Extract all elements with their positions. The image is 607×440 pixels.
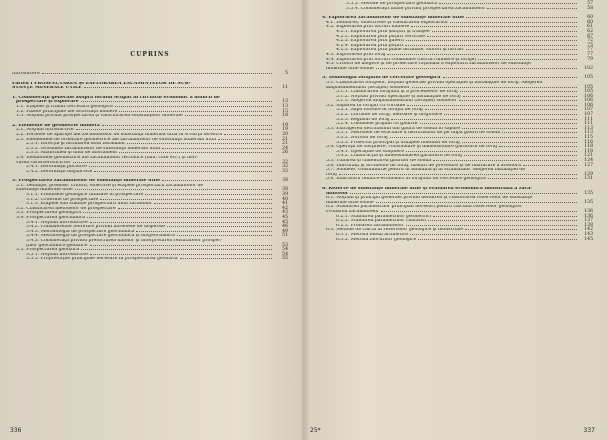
leader-dots <box>42 73 272 74</box>
leader-dots <box>81 101 272 102</box>
leader-dots <box>487 8 577 9</box>
leader-dots <box>391 119 577 120</box>
toc-entry-title: 5.7. Sondele, consumurile pentru în România şi în străinătate. Alegerea instalaţiei de <box>326 168 526 173</box>
toc-entry-title: 5.3.2. Noroiul de foraj <box>336 136 388 141</box>
toc-entry-page: 15 <box>282 108 288 114</box>
left-page <box>0 0 302 440</box>
toc-entry-title: 3.5. Prospectarea geofizică <box>16 248 80 253</box>
toc-entry-page: 58 <box>587 5 593 11</box>
toc-entry-title: 5.2.1. Sapa folosite în forajul de foraj <box>336 108 423 113</box>
toc-entry-page: 77 <box>587 47 593 53</box>
toc-entry-page: 138 <box>584 222 593 228</box>
toc-entry-title: 2.3. Elementele de orientare geometrice ale zăcămintelor de substanţă minerală utilă <box>16 137 216 142</box>
toc-entry-title: 3.5.1. Noţiuni introductive <box>26 252 88 257</box>
leader-dots <box>118 208 272 209</box>
leader-dots <box>410 234 577 235</box>
leader-dots <box>75 189 272 190</box>
toc-entry-title: substanţe minerale utile <box>16 188 73 193</box>
toc-entry-page: 106 <box>584 98 593 104</box>
toc-entry-page: 105 <box>584 84 593 90</box>
leader-dots <box>466 49 577 50</box>
toc-entry-page: 60 <box>587 15 593 21</box>
leader-dots <box>406 225 577 226</box>
toc-entry-page: 111 <box>584 121 593 127</box>
leader-dots <box>224 134 272 135</box>
toc-entry-page: 26 <box>282 150 288 156</box>
toc-entry-page: 67 <box>587 33 593 39</box>
leader-dots <box>387 54 577 55</box>
toc-entry-title: 3. Prospectarea zăcămintelor de substanţe minerale utile <box>12 179 160 184</box>
leader-dots <box>180 258 272 259</box>
toc-entry-title: 5.1.3. Alegerea amplasamentului (locaţiei) sondelor <box>336 99 457 104</box>
leader-dots <box>439 3 577 4</box>
leader-dots <box>90 254 272 255</box>
toc-entry-title: 3.4.1. Noţiuni introductive <box>26 220 88 225</box>
toc-entry-title: Probarea zăcămintelor <box>326 209 380 214</box>
leader-dots <box>119 111 272 112</box>
leader-dots <box>218 139 272 140</box>
leader-dots <box>167 226 272 227</box>
toc-entry-title: 3.3. Prospectarea geologică <box>16 211 81 216</box>
toc-entry-page: 118 <box>584 148 593 154</box>
toc-entry-title: 4.2.3. Explorarea prin galerii <box>336 39 404 44</box>
toc-entry-page: 135 <box>584 199 593 205</box>
toc-entry-title: STANŢE MINERALE UTILE <box>12 86 82 91</box>
leader-dots <box>523 165 577 166</box>
leader-dots <box>405 45 577 46</box>
toc-entry-title: foraj <box>326 172 337 177</box>
leader-dots <box>90 222 272 223</box>
toc-entry-title: 3.2. Clasificarea metodelor de prospectare <box>16 206 116 211</box>
toc-entry-page: 127 <box>584 162 593 168</box>
toc-entry-page: 111 <box>584 116 593 122</box>
leader-dots <box>427 36 577 37</box>
leader-dots <box>464 155 577 156</box>
toc-entry-title: 3.4. Prospectarea geochimică <box>16 216 86 221</box>
leader-dots <box>406 40 577 41</box>
toc-entry-title: 6.2.3. Probarea zăcămintelor <box>336 223 404 228</box>
leader-dots <box>162 180 272 181</box>
leader-dots <box>425 109 577 110</box>
toc-entry-page: 116 <box>584 139 593 145</box>
toc-entry <box>12 170 288 175</box>
toc-list-right <box>322 2 593 242</box>
leader-dots <box>350 193 577 194</box>
leader-dots <box>465 229 577 230</box>
toc-entry-page: 72 <box>587 38 593 44</box>
toc-entry-page: 49 <box>282 228 288 234</box>
toc-entry-title: 5.4.2. Construcţia şi dimensionarea garniturii de foraj <box>336 154 463 159</box>
toc-entry-page: 136 <box>584 213 593 219</box>
toc-entry-page: 136 <box>584 208 593 214</box>
toc-entry-page: 38 <box>282 178 288 184</box>
toc-entry-title: 1.3. Noţiuni privind prospectarea şi valorificarea substanţelor minerale <box>16 114 183 119</box>
toc-entry-title: 3.4.4. Metodologia de prospectare geochimică şi biogeochimică <box>26 234 175 239</box>
toc-entry-page: 61 <box>587 24 593 30</box>
leader-dots <box>90 245 273 246</box>
toc-entry-title: 5.4. Operaţii de susţinere, consolidare şi dimensionare garniturii de foraj <box>326 145 497 150</box>
leader-dots <box>119 152 272 153</box>
toc-entry-title: amplasamentului (locaţiei) sondelor <box>326 85 410 90</box>
toc-entry-title: 3.1.1. Premisele geologice utilizate în prospectare <box>26 193 144 198</box>
toc-entry-title: 1.2. Fazele principale ale activităţii miniere <box>16 109 118 114</box>
toc-entry-page: 57 <box>587 1 593 6</box>
leader-dots <box>81 249 272 250</box>
toc-entry-page: 54 <box>282 247 288 253</box>
leader-dots <box>499 146 577 147</box>
toc-entry-page: 45 <box>282 215 288 221</box>
toc-entry-page: 107 <box>584 107 593 113</box>
toc-entry-title: 4.1. Definirea, obiectivele şi clasificarea explorărilor <box>326 20 449 25</box>
toc-entry-page: 41 <box>282 201 288 207</box>
toc-entry-title: minerale utile solide <box>326 200 374 205</box>
toc-entry <box>12 257 288 262</box>
toc-entry-title: 4.2.5. Explorarea prin plane înclinate, suitori şi lucrări <box>336 48 464 53</box>
toc-entry-page: 18 <box>282 113 288 119</box>
leader-dots <box>502 132 577 133</box>
toc-entry-page: 32 <box>282 164 288 170</box>
toc-entry-page: 33 <box>282 168 288 174</box>
toc-entry <box>322 67 593 72</box>
page-number-right: 337 <box>583 427 595 434</box>
leader-dots <box>376 202 577 203</box>
leader-dots <box>84 87 272 88</box>
toc-entry-page: 113 <box>584 125 593 131</box>
toc-entry-title: varea caracteristicii lor <box>16 160 71 165</box>
toc-entry-title: 6.3. Metode de calcul al rezervelor geologice şi industriale <box>326 228 464 233</box>
toc-entry-title: 5.1. Clasificarea forajelor, noţiuni generale privind operaţiile şi instalaţiile de foraj. Alegerea <box>326 80 543 85</box>
toc-entry-title: 5.4.1. Operaţiile de susţinere <box>336 149 405 154</box>
toc-entry-title: ţiilor geochimico-geofizice <box>26 243 88 248</box>
toc-entry-title: 2.4.2. Deformaţii disjunctive <box>26 169 93 174</box>
leader-dots <box>154 203 272 204</box>
leader-dots <box>462 128 577 129</box>
toc-entry-page: 129 <box>584 171 593 177</box>
toc-entry-page: 124 <box>584 158 593 163</box>
toc-entry <box>12 86 288 91</box>
leader-dots <box>463 96 577 97</box>
toc-entry-page: 43 <box>282 210 288 216</box>
toc-entry-page: 21 <box>282 136 288 142</box>
toc-entry-title: 6.2. Stabilirea parametrilor principali necesari pentru calculul rezervelor geologice. <box>326 205 523 210</box>
toc-entry-title: mintelor <box>326 191 349 196</box>
toc-entry-page: 77 <box>587 51 593 57</box>
page-number-left: 336 <box>10 427 22 434</box>
toc-entry-page: 135 <box>584 190 593 196</box>
toc-entry-title: 4.5. Criterii de alegere şi de proiectare raţională a explorării zăcămintelor de substanţe <box>326 62 531 67</box>
leader-dots <box>390 137 577 138</box>
leader-dots <box>127 143 272 144</box>
leader-dots <box>460 91 577 92</box>
leader-dots <box>102 125 272 126</box>
toc-entry-page: 40 <box>282 196 288 202</box>
toc-entry-title: 5.8. Indicatorii tehnico-economici ai forajului de cercetare geologică <box>326 177 486 182</box>
toc-entry-page: 137 <box>584 218 593 224</box>
leader-dots <box>83 212 272 213</box>
leader-dots <box>73 162 272 163</box>
toc-entry-title: 4.4. Explorarea prin lucrări combinate (lucrări miniere şi foraje) <box>326 57 477 62</box>
toc-entry-page: 19 <box>282 127 288 133</box>
toc-entry-title: 3.4.3. Metodologia de prospectare geochimică <box>26 229 135 234</box>
toc-entry-page: 19 <box>282 122 288 128</box>
toc-entry-title: 6.2.1. Stabilirea parametrilor geometrici <box>336 214 431 219</box>
toc-entry-page: 75 <box>587 42 593 48</box>
toc-entry-page: 11 <box>282 85 288 91</box>
leader-dots <box>162 148 272 149</box>
leader-dots <box>420 123 577 124</box>
toc-entry-title: 3.1.2. Criteriile de prospectare <box>26 197 99 202</box>
toc-entry-title: 1.1. Etapele şi ritmul cercetării geologice <box>16 104 113 109</box>
toc-entry-page: 54 <box>282 251 288 257</box>
toc-entry-page: 24 <box>282 145 288 151</box>
toc-entry-page: 20 <box>282 131 288 137</box>
toc-entry-page: 46 <box>282 224 288 230</box>
toc-entry-title: 2. Elemente de geometrie minieră <box>12 123 100 128</box>
toc-entry-title: 2.3.3. Adâncimea şi linia de aflorament <box>26 151 118 156</box>
leader-dots <box>100 199 272 200</box>
right-page <box>304 0 607 440</box>
toc-entry-title: 5.3. Extragerea detritusului din gaură de sondă în săpare <box>326 126 461 131</box>
leader-dots <box>428 220 577 221</box>
toc-entry-title: 3.5.2. Proprietăţile principale necesare în prospectarea geofizică <box>26 257 178 262</box>
toc-entry-title: 6. Rezerve de substanţe minerale utile şi evaluarea economică industrială a zăcă- <box>322 186 533 191</box>
leader-dots <box>381 211 577 212</box>
leader-dots <box>466 17 577 18</box>
toc-entry-title: 4.2.2. Explorarea prin puţuri verticale <box>336 34 425 39</box>
toc-entry-page: 53 <box>282 242 288 248</box>
leader-dots <box>89 166 272 167</box>
toc-entry-page: 105 <box>584 75 593 81</box>
toc-entry-title: 5.3.3. Proiectul principal şi utilajele fluidului de foraj <box>336 140 460 145</box>
toc-entry-title: 2.3.1. Direcţia şi înclinarea unui zăcământ <box>26 142 125 147</box>
toc-entry-page: 143 <box>584 231 593 237</box>
toc-entry-title: 2.4. Elementele geometrice ale zăcămintelor tectonice (falii, cute etc.) şi deri- <box>16 155 198 160</box>
toc-entry-page: 105 <box>584 89 593 95</box>
leader-dots <box>418 239 577 240</box>
toc-entry-title: 4.2.1. Explorarea prin şanţuri şi tranşee <box>336 29 430 34</box>
toc-entry-page: 42 <box>282 205 288 211</box>
page-title: CUPRINS <box>130 51 170 58</box>
toc-entry <box>322 7 593 12</box>
toc-entry-title: Partea I PROSPECTAREA ŞI EXPLORAREA ZĂCĂMINTELOR DE SUB- <box>12 81 191 86</box>
leader-dots <box>459 100 577 101</box>
toc-entry-title: 2.4.1. Deformaţii plicative <box>26 165 87 170</box>
toc-list-left <box>12 72 288 262</box>
leader-dots <box>462 142 577 143</box>
leader-dots <box>450 22 577 23</box>
toc-entry-title: 3.5.4. Consideraţii finale privind prospectarea zăcămintelor <box>346 6 486 11</box>
leader-dots <box>433 216 577 217</box>
toc-entry-page: 38 <box>282 187 288 193</box>
leader-dots <box>115 106 272 107</box>
leader-dots <box>145 194 272 195</box>
toc-entry-title: 2.3.2. Grosimea zăcămintelor de substanţă minerală utilă <box>26 146 160 151</box>
toc-entry-page: 45 <box>282 219 288 225</box>
toc-entry-title: 6.1. Noţiuni şi principii generale privind definirea şi clasificarea rezervelor de substanţe <box>326 196 533 201</box>
toc-entry-title: 3.4.2. Considerente teoretice privind aureolele de dispersie <box>26 225 166 230</box>
toc-entry-title: Introducere <box>12 72 40 76</box>
toc-entry <box>12 114 288 119</box>
toc-entry-page: 51 <box>282 233 288 239</box>
toc-entry-title: 4.2.4. Explorarea prin puţuri <box>336 43 404 48</box>
toc-entry-page: 21 <box>282 141 288 147</box>
toc-entry-page: 79 <box>587 56 593 62</box>
signature-mark: 25* <box>310 427 321 434</box>
leader-dots <box>185 115 272 116</box>
toc-entry-title: 3.1.3. Etapele sau stadiile prospectării unui zăcământ <box>26 202 152 207</box>
toc-entry-title: 5.2. Săparea în forajul cu coroane <box>326 103 406 108</box>
toc-entry-page: 106 <box>584 93 593 99</box>
toc-entry-page: 118 <box>584 144 593 150</box>
toc-entry-page: 32 <box>282 159 288 165</box>
leader-dots <box>432 31 577 32</box>
toc-entry <box>12 72 288 77</box>
leader-dots <box>136 231 272 232</box>
toc-entry-title: 5.3.1. Metodele de evacuare a detritusului de pe talpa găurii de sondă <box>336 131 501 136</box>
toc-entry-title: prospectare şi explorare <box>16 100 79 105</box>
toc-entry-title: 4. Explorarea zăcămintelor de substanţe minerale utile <box>322 16 465 21</box>
leader-dots <box>406 151 577 152</box>
toc-entry-title: minerale utile solide <box>326 66 374 71</box>
toc-entry-page: 113 <box>584 130 593 136</box>
leader-dots <box>444 114 577 115</box>
toc-entry <box>322 238 593 243</box>
toc-entry-title: 6.3.1. Metoda medii aritmetice <box>336 232 409 237</box>
leader-dots <box>412 87 577 88</box>
toc-entry-title: 6.2.2. Stabilirea parametrilor calitativi <box>336 219 427 224</box>
toc-entry-title: 5.2.2. Coroane de foraj, alezoare şi lărgitoare <box>336 113 443 118</box>
leader-dots <box>94 171 272 172</box>
toc-entry-page: 62 <box>587 28 593 34</box>
toc-entry-page: 60 <box>587 19 593 25</box>
toc-entry-page: 39 <box>282 192 288 198</box>
toc-entry-page: 121 <box>584 153 593 159</box>
leader-dots <box>177 235 272 236</box>
toc-entry-title: 5.1.2. Noţiuni privind operaţiile şi instalaţiile de foraj <box>336 94 461 99</box>
leader-dots <box>87 217 272 218</box>
leader-dots <box>411 26 577 27</box>
toc-entry-page: 5 <box>285 71 288 76</box>
leader-dots <box>433 160 577 161</box>
toc-entry-title: 5. Tehnologia forajului de cercetare geologică <box>322 76 441 81</box>
toc-entry-title: 3.1. Definiţie, premise, criterii, obiective şi etapele prospectării zăcămintelor de <box>16 183 204 188</box>
leader-dots <box>76 129 272 130</box>
toc-entry-title: 1. Consideraţii generale asupra locului ocupat în circuitul economic a muncii de <box>12 95 220 100</box>
toc-entry <box>322 177 593 182</box>
toc-entry-page: 131 <box>584 176 593 182</box>
toc-entry-page: 13 <box>282 103 288 109</box>
toc-entry-page: 115 <box>584 135 593 141</box>
toc-entry-title: 2.2. Formele de apariţie ale zăcămintelor de substanţă minerală utilă în scoarţa terestră <box>16 132 223 137</box>
toc-entry-page: 106 <box>584 102 593 108</box>
toc-entry-title: 4.2. Explorarea prin lucrări miniere <box>326 25 410 30</box>
toc-entry-title: 5.5. Tubarea şi cimentarea găurilor de sondă <box>326 159 432 163</box>
toc-entry-page: 102 <box>584 65 593 71</box>
toc-entry-page: 13 <box>282 99 288 105</box>
toc-entry-title: 3.5.3. Metode de prospectare geofizică <box>346 2 438 6</box>
toc-entry-page: 142 <box>584 227 593 233</box>
toc-entry-title: 5.2.3. Regimul de foraj <box>336 117 390 122</box>
toc-entry-title: 6.3.2. Metoda blocurilor geologice <box>336 237 417 242</box>
toc-entry-title: 5.6. Dificultăţi şi accidente de foraj, măsuri de prevenire şi de înlăturare a acestora <box>326 163 521 168</box>
leader-dots <box>339 174 577 175</box>
toc-entry-title: 2.1. Noţiuni introductive <box>16 128 74 133</box>
toc-entry-title: 4.3. Explorarea prin foraj <box>326 52 386 57</box>
leader-dots <box>443 77 577 78</box>
leader-dots <box>478 59 577 60</box>
leader-dots <box>407 105 577 106</box>
toc-entry-page: 55 <box>282 256 288 262</box>
toc-entry-page: 145 <box>584 236 593 242</box>
toc-entry-title: 5.2.4. Coloanele prăjinii cu găurire <box>336 122 418 127</box>
toc-entry-title: 5.1.1. Clasificarea forajului şi a procedeelor de foraj <box>336 90 458 95</box>
toc-entry-page: 107 <box>584 112 593 118</box>
toc-entry-title: 3.4.5. Consideraţii privind prelucrarea datelor şi interpretarea rezultatelor prospec- <box>26 239 223 243</box>
leader-dots <box>488 178 577 179</box>
leader-dots <box>376 68 577 69</box>
